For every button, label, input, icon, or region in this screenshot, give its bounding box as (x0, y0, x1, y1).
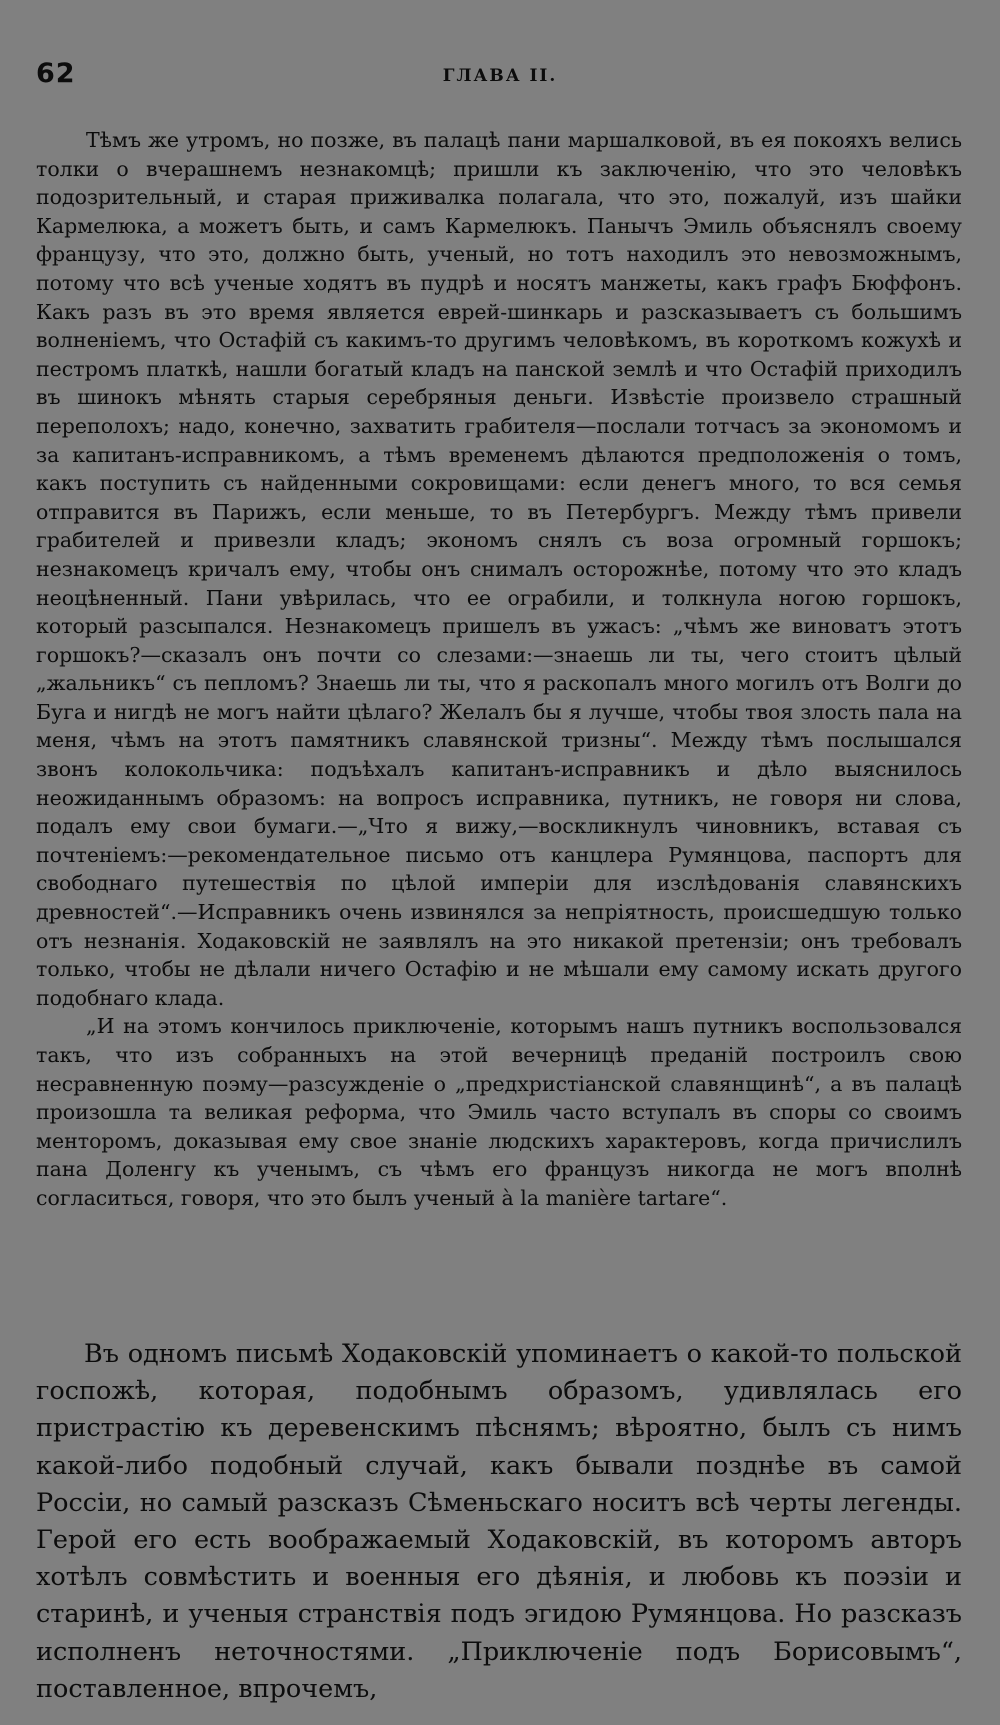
main-text-block (36, 1336, 962, 1708)
running-title: ГЛАВА II. (442, 66, 558, 86)
page-number: 62 (36, 58, 76, 89)
quoted-text-block (36, 126, 962, 1213)
quoted-paragraph: „И на этомъ кончилось приключеніе, которымъ нашъ путникъ воспользовался такъ, что изъ собранныхъ на этой вечерницѣ преданій построилъ свою несравненную поэму—разсужденіе о „предхристіанской славянщинѣ“, а въ палацѣ произошла та великая реформа, что Эмиль часто вступалъ въ споры со своимъ менторомъ, доказывая ему свое знаніе людскихъ характеровъ, когда причислилъ пана Доленгу къ ученымъ, съ чѣмъ его французъ никогда не могъ вполнѣ согласиться, говоря, что это былъ ученый à la manière tartare“. (36, 1014, 962, 1210)
body-paragraph: Въ одномъ письмѣ Ходаковскій упоминаетъ о какой-то польской госпожѣ, которая, подобнымъ образомъ, удивлялась его пристрастію къ деревенскимъ пѣснямъ; вѣроятно, былъ съ нимъ какой-либо подобный случай, какъ бывали позднѣе въ самой Россіи, но самый разсказъ Сѣменьскаго носитъ всѣ черты легенды. Герой его есть воображаемый Ходаковскій, въ которомъ авторъ хотѣлъ совмѣстить и военныя его дѣянія, и любовь къ поэзіи и старинѣ, и ученыя странствія подъ эгидою Румянцова. Но разсказъ исполненъ неточностями. „Приключеніе подъ Борисовымъ“, поставленное, впрочемъ, (36, 1339, 962, 1704)
quoted-paragraph: Тѣмъ же утромъ, но позже, въ палацѣ пани маршалковой, въ ея покояхъ велись толки о вчерашнемъ незнакомцѣ; пришли къ заключенію, что это человѣкъ подозрительный, и старая приживалка полагала, что это, пожалуй, изъ шайки Кармелюка, а можетъ быть, и самъ Кармелюкъ. Панычъ Эмиль объяснялъ своему французу, что это, должно быть, ученый, но тотъ находилъ это невозможнымъ, потому что всѣ ученые ходятъ въ пудрѣ и носятъ манжеты, какъ графъ Бюффонъ. Какъ разъ въ это время является еврей-шинкарь и разсказываетъ съ большимъ волненіемъ, что Остафій съ какимъ-то другимъ человѣкомъ, въ короткомъ кожухѣ и пестромъ платкѣ, нашли богатый кладъ на панской землѣ и что Остафій приходилъ въ шинокъ мѣнять старыя серебряныя деньги. Извѣстіе произвело страшный переполохъ; надо, конечно, захватить грабителя—послали тотчасъ за экономомъ и за капитанъ-исправникомъ, а тѣмъ временемъ дѣлаются предположенія о томъ, какъ поступить съ найденными сокровищами: если денегъ много, то вся семья отправится въ Парижъ, если меньше, то въ Петербургъ. Между тѣмъ привели грабителей и привезли кладъ; экономъ снялъ съ воза огромный горшокъ; незнакомецъ кричалъ ему, чтобы онъ снималъ осторожнѣе, потому что это кладъ неоцѣненный. Пани увѣрилась, что ее ограбили, и толкнула ногою горшокъ, который разсыпался. Незнакомецъ пришелъ въ ужасъ: „чѣмъ же виноватъ этотъ горшокъ?—сказалъ онъ почти со слезами:—знаешь ли ты, чего стоитъ цѣлый „жальникъ“ съ пепломъ? Знаешь ли ты, что я раскопалъ много могилъ отъ Волги до Буга и нигдѣ не могъ найти цѣлаго? Желалъ бы я лучше, чтобы твоя злость пала на меня, чѣмъ на этотъ памятникъ славянской тризны“. Между тѣмъ послышался звонъ колокольчика: подъѣхалъ капитанъ-исправникъ и дѣло выяснилось неожиданнымъ образомъ: на вопросъ исправника, путникъ, не говоря ни слова, подалъ ему свои бумаги.—„Что я вижу,—воскликнулъ чиновникъ, вставая съ почтеніемъ:—рекомендательное письмо отъ канцлера Румянцова, паспортъ для свободнаго путешествія по цѣлой имперіи для изслѣдованія славянскихъ древностей“.—Исправникъ очень извинялся за непріятность, происшедшую только отъ незнанія. Ходаковскій не заявлялъ на это никакой претензіи; онъ требовалъ только, чтобы не дѣлали ничего Остафію и не мѣшали ему самому искать другого подобнаго клада. (36, 128, 962, 1010)
